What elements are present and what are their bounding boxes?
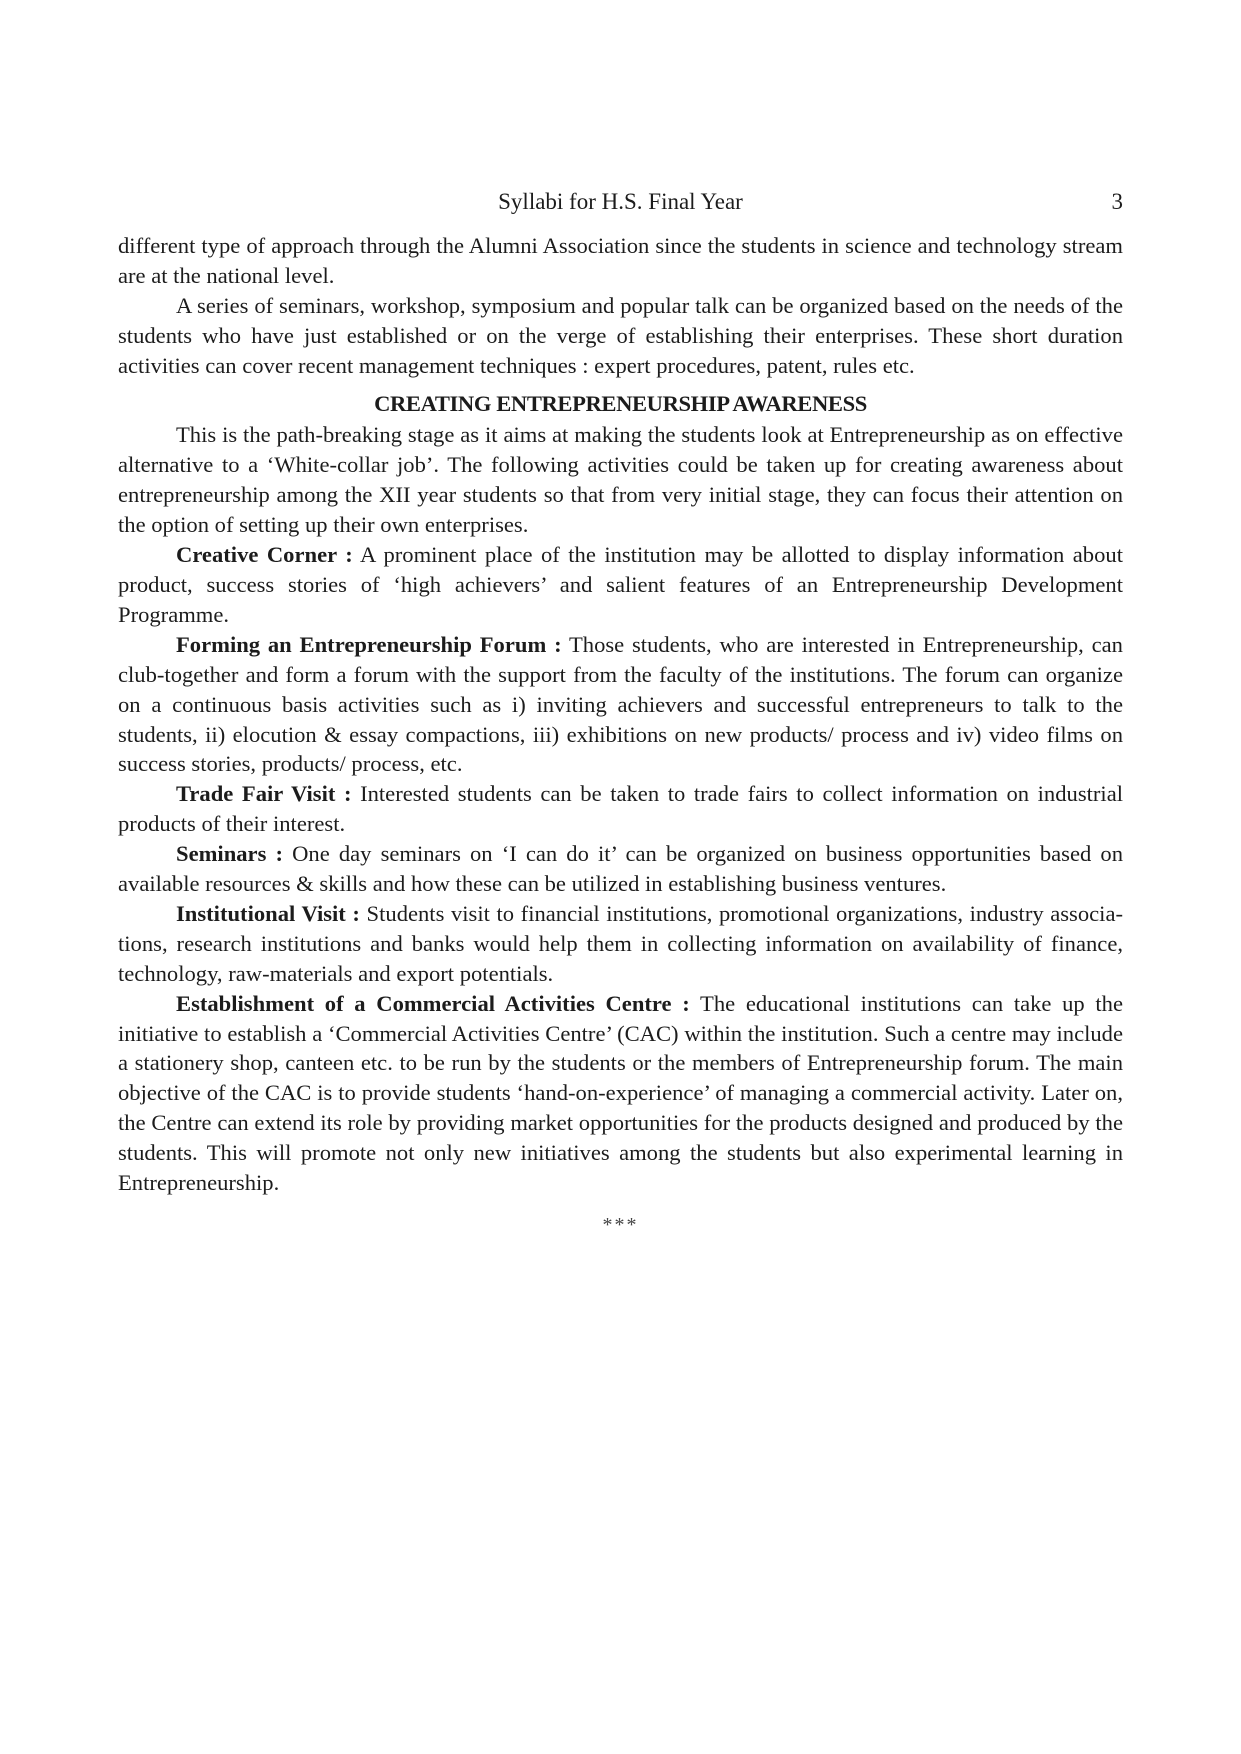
paragraph-trade-fair-visit (118, 779, 1123, 839)
paragraph-text: This is the path-breaking stage as it aims at making the students look at Entrepreneurship as on effective alternative to a ‘White-collar job’. The following activities could be taken up for creating awareness about entrepreneurship among the XII year students so that from very initial stage, they can focus their attention on the option of setting up their own enterprises. (118, 422, 1123, 538)
paragraph-continuation (118, 231, 1123, 291)
section-heading (118, 389, 1123, 419)
paragraph-lead: Establishment of a Commercial Activities Centre : (176, 990, 690, 1016)
paragraph-commercial-activities-centre (118, 989, 1123, 1198)
paragraph-creative-corner (118, 540, 1123, 630)
paragraph-lead: Institutional Visit : (176, 900, 360, 926)
running-header (118, 186, 1123, 218)
paragraph-text: Those students, who are interested in Entrepreneurship, can club-together and form a forum with the support from the faculty of the institutions. The forum can organize on a continuous basis activities such as i) inviting achievers and successful entrepreneurs to talk to the students, ii) elocution & essay compactions, iii) exhibitions on new products/ process and iv) video films on success stories, products/ process, etc. (118, 631, 1123, 777)
paragraph-text: Interested students can be taken to trade fairs to collect information on industrial products of their interest. (118, 781, 1123, 837)
paragraph-text: One day seminars on ‘I can do it’ can be organized on business opportunities based on available resources & skills and how these can be utilized in establishing business ventures. (118, 841, 1123, 897)
paragraph-text: A prominent place of the institution may be allotted to display information about product, success stories of ‘high achievers’ and salient features of an Entrepreneurship Development Programme. (118, 542, 1123, 627)
paragraph-intro (118, 420, 1123, 540)
paragraph-seminars (118, 839, 1123, 899)
paragraph-text: Students visit to financial institutions, promotional organizations, industry associations, research institutions and banks would help them in collecting information on availability of finance, technology, raw-materials and export potentials. (118, 900, 1124, 986)
paragraph-text: The educational institutions can take up the initiative to establish a ‘Commercial Activities Centre’ (CAC) within the institution. Such a centre may include a stationery shop, canteen etc. to be run by the students or the members of Entrepreneurship forum. The main objective of the CAC is to provide students ‘hand-on-experience’ of managing a commercial activity. Later on, the Centre can extend its role by providing market opportunities for the products designed and produced by the students. This will promote not only new initiatives among the students but also experimental learning in Entrepreneurship. (118, 990, 1123, 1196)
paragraph-lead: Creative Corner : (176, 542, 353, 568)
end-mark: *** (602, 1214, 639, 1236)
paragraph-lead: Forming an Entrepreneurship Forum : (176, 631, 562, 657)
paragraph-text: different type of approach through the Alumni Association since the students in science and technology stream are at the national level. (118, 233, 1123, 288)
paragraph-entrepreneurship-forum (118, 630, 1123, 780)
paragraph-lead: Seminars : (176, 841, 284, 867)
paragraph-institutional-visit (118, 899, 1123, 989)
section-heading-text: CREATING ENTREPRENEURSHIP AWARENESS (374, 390, 867, 416)
document-page (118, 0, 1123, 1754)
paragraph-seminars-series (118, 291, 1123, 381)
paragraph-text: A series of seminars, workshop, symposium and popular talk can be organized based on the needs of the students who have just established or on the verge of establishing their enterprises. These short duration activities can cover recent management techniques : expert procedures, patent, rules etc. (118, 292, 1123, 378)
body-text (118, 231, 1123, 1198)
paragraph-lead: Trade Fair Visit : (176, 781, 352, 807)
page-number: 3 (1111, 189, 1123, 214)
running-title: Syllabi for H.S. Final Year (498, 189, 743, 214)
